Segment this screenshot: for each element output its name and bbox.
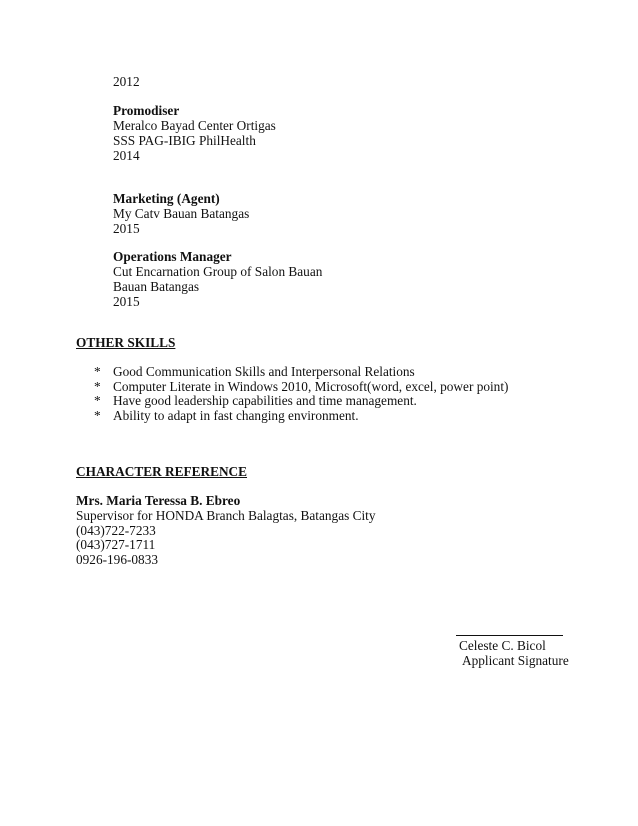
bullet-marker: * [94,379,101,394]
reference-phone: (043)722-7233 [76,523,156,538]
signature-line [456,635,563,636]
job-detail: SSS PAG-IBIG PhilHealth [113,133,256,148]
job-detail: Cut Encarnation Group of Salon Bauan [113,264,323,279]
job-title: Marketing (Agent) [113,191,220,206]
reference-phone: (043)727-1711 [76,537,156,552]
signature-label: Applicant Signature [462,653,569,668]
job-detail: My Catv Bauan Batangas [113,206,250,221]
reference-phone: 0926-196-0833 [76,552,158,567]
job-detail: Meralco Bayad Center Ortigas [113,118,276,133]
job-title: Promodiser [113,103,180,118]
character-reference-heading: CHARACTER REFERENCE [76,464,248,479]
job-year: 2015 [113,294,140,309]
bullet-marker: * [94,393,101,408]
skill-item: Have good leadership capabilities and time management. [113,393,417,408]
job-title: Operations Manager [113,249,232,264]
skill-item: Computer Literate in Windows 2010, Microsoft(word, excel, power point) [113,379,509,394]
job-year: 2014 [113,148,140,163]
other-skills-heading: OTHER SKILLS [76,335,176,350]
skill-item: Good Communication Skills and Interpersonal Relations [113,364,415,379]
experience-year-continued: 2012 [113,74,140,89]
bullet-marker: * [94,364,101,379]
reference-position: Supervisor for HONDA Branch Balagtas, Batangas City [76,508,376,523]
skill-item: Ability to adapt in fast changing environment. [113,408,359,423]
reference-name: Mrs. Maria Teressa B. Ebreo [76,493,241,508]
applicant-name: Celeste C. Bicol [459,638,546,653]
job-year: 2015 [113,221,140,236]
bullet-marker: * [94,408,101,423]
job-detail: Bauan Batangas [113,279,200,294]
